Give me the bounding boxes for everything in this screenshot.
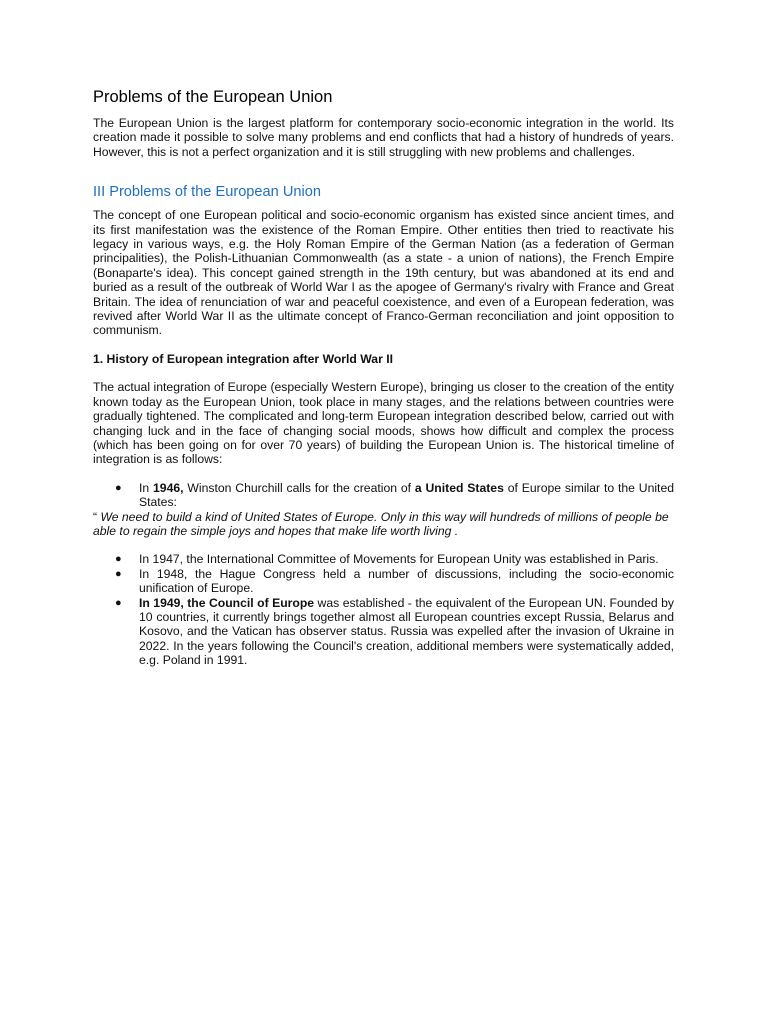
history-paragraph: The actual integration of Europe (especially Western Europe), bringing us closer to the creation of the entity known today as the European Union, took place in many stages, and the relations between countries were gradually tightened. The complicated and long-term European integration described below, carried out with changing luck and in the face of changing social moods, shows how difficult and complex the process (which has been going on for over 70 years) of building the European Union is. The historical timeline of integration is as follows: xyxy=(93,380,674,467)
bold-phrase: a United States xyxy=(414,480,504,495)
quote-text: We need to build a kind of United States of Europe. Only in this way will hundreds of millions of people be able to regain the simple joys and hopes that make life worth living . xyxy=(93,509,669,538)
timeline-list-2 xyxy=(93,552,674,667)
timeline-list-1 xyxy=(93,481,674,510)
list-item-1947 xyxy=(93,552,674,566)
document-title: Problems of the European Union xyxy=(93,88,333,106)
list-item-1949 xyxy=(93,596,674,668)
list-item-text: In 1948, the Hague Congress held a number of discussions, including the socio-economic unification of Europe. xyxy=(139,566,674,596)
bullet-icon: ● xyxy=(115,596,122,609)
list-item-text: In 1947, the International Committee of Movements for European Unity was established in Paris. xyxy=(139,552,659,567)
subheading-history: 1. History of European integration after World War II xyxy=(93,351,393,366)
document-page xyxy=(93,86,674,668)
list-item-1948 xyxy=(93,567,674,596)
list-item-text: was established - the equivalent of the European UN. Founded by 10 countries, it currently brings together almost all European countries except Russia, Belarus and Kosovo, and the Vatican has observer status. Russia was expelled after the invasion of Ukraine in 2022. In the years following the Council's creation, additional members were systematically added, e.g. Poland in 1991. xyxy=(139,595,674,668)
bullet-icon: ● xyxy=(115,567,122,580)
section-paragraph: The concept of one European political and socio-economic organism has existed since ancient times, and its first manifestation was the existence of the Roman Empire. Other entities then tried to reactivate his legacy in various ways, e.g. the Holy Roman Empire of the German Nation (as a federation of German principalities), the Polish-Lithuanian Commonwealth (as a state - a union of nations), the French Empire (Bonaparte's idea). This concept gained strength in the 19th century, but was abandoned at its end and buried as a result of the outbreak of World War I as the apogee of Germany's rivalry with France and Great Britain. The idea of renunciation of war and peaceful coexistence, and even of a European federation, was revived after World War II as the ultimate concept of Franco-German reconciliation and joint opposition to communism. xyxy=(93,208,674,338)
bold-council-of-europe: In 1949, the Council of Europe xyxy=(139,595,315,610)
list-item-1946 xyxy=(93,481,674,510)
quote-mark: “ xyxy=(93,509,101,524)
churchill-quote xyxy=(93,510,674,539)
bullet-icon: ● xyxy=(115,553,122,566)
text-middle: Winston Churchill calls for the creation of xyxy=(183,480,415,495)
text-suffix: of Europe similar to the United States: xyxy=(139,480,674,510)
section-heading: III Problems of the European Union xyxy=(93,184,321,201)
bold-year: 1946, xyxy=(153,480,184,495)
bullet-icon: ● xyxy=(115,481,122,494)
intro-paragraph: The European Union is the largest platform for contemporary socio-economic integration in the world. Its creation made it possible to solve many problems and end conflicts that had a history of hundreds of years. However, this is not a perfect organization and it is still struggling with new problems and challenges. xyxy=(93,116,674,159)
text-prefix: In xyxy=(139,480,154,495)
